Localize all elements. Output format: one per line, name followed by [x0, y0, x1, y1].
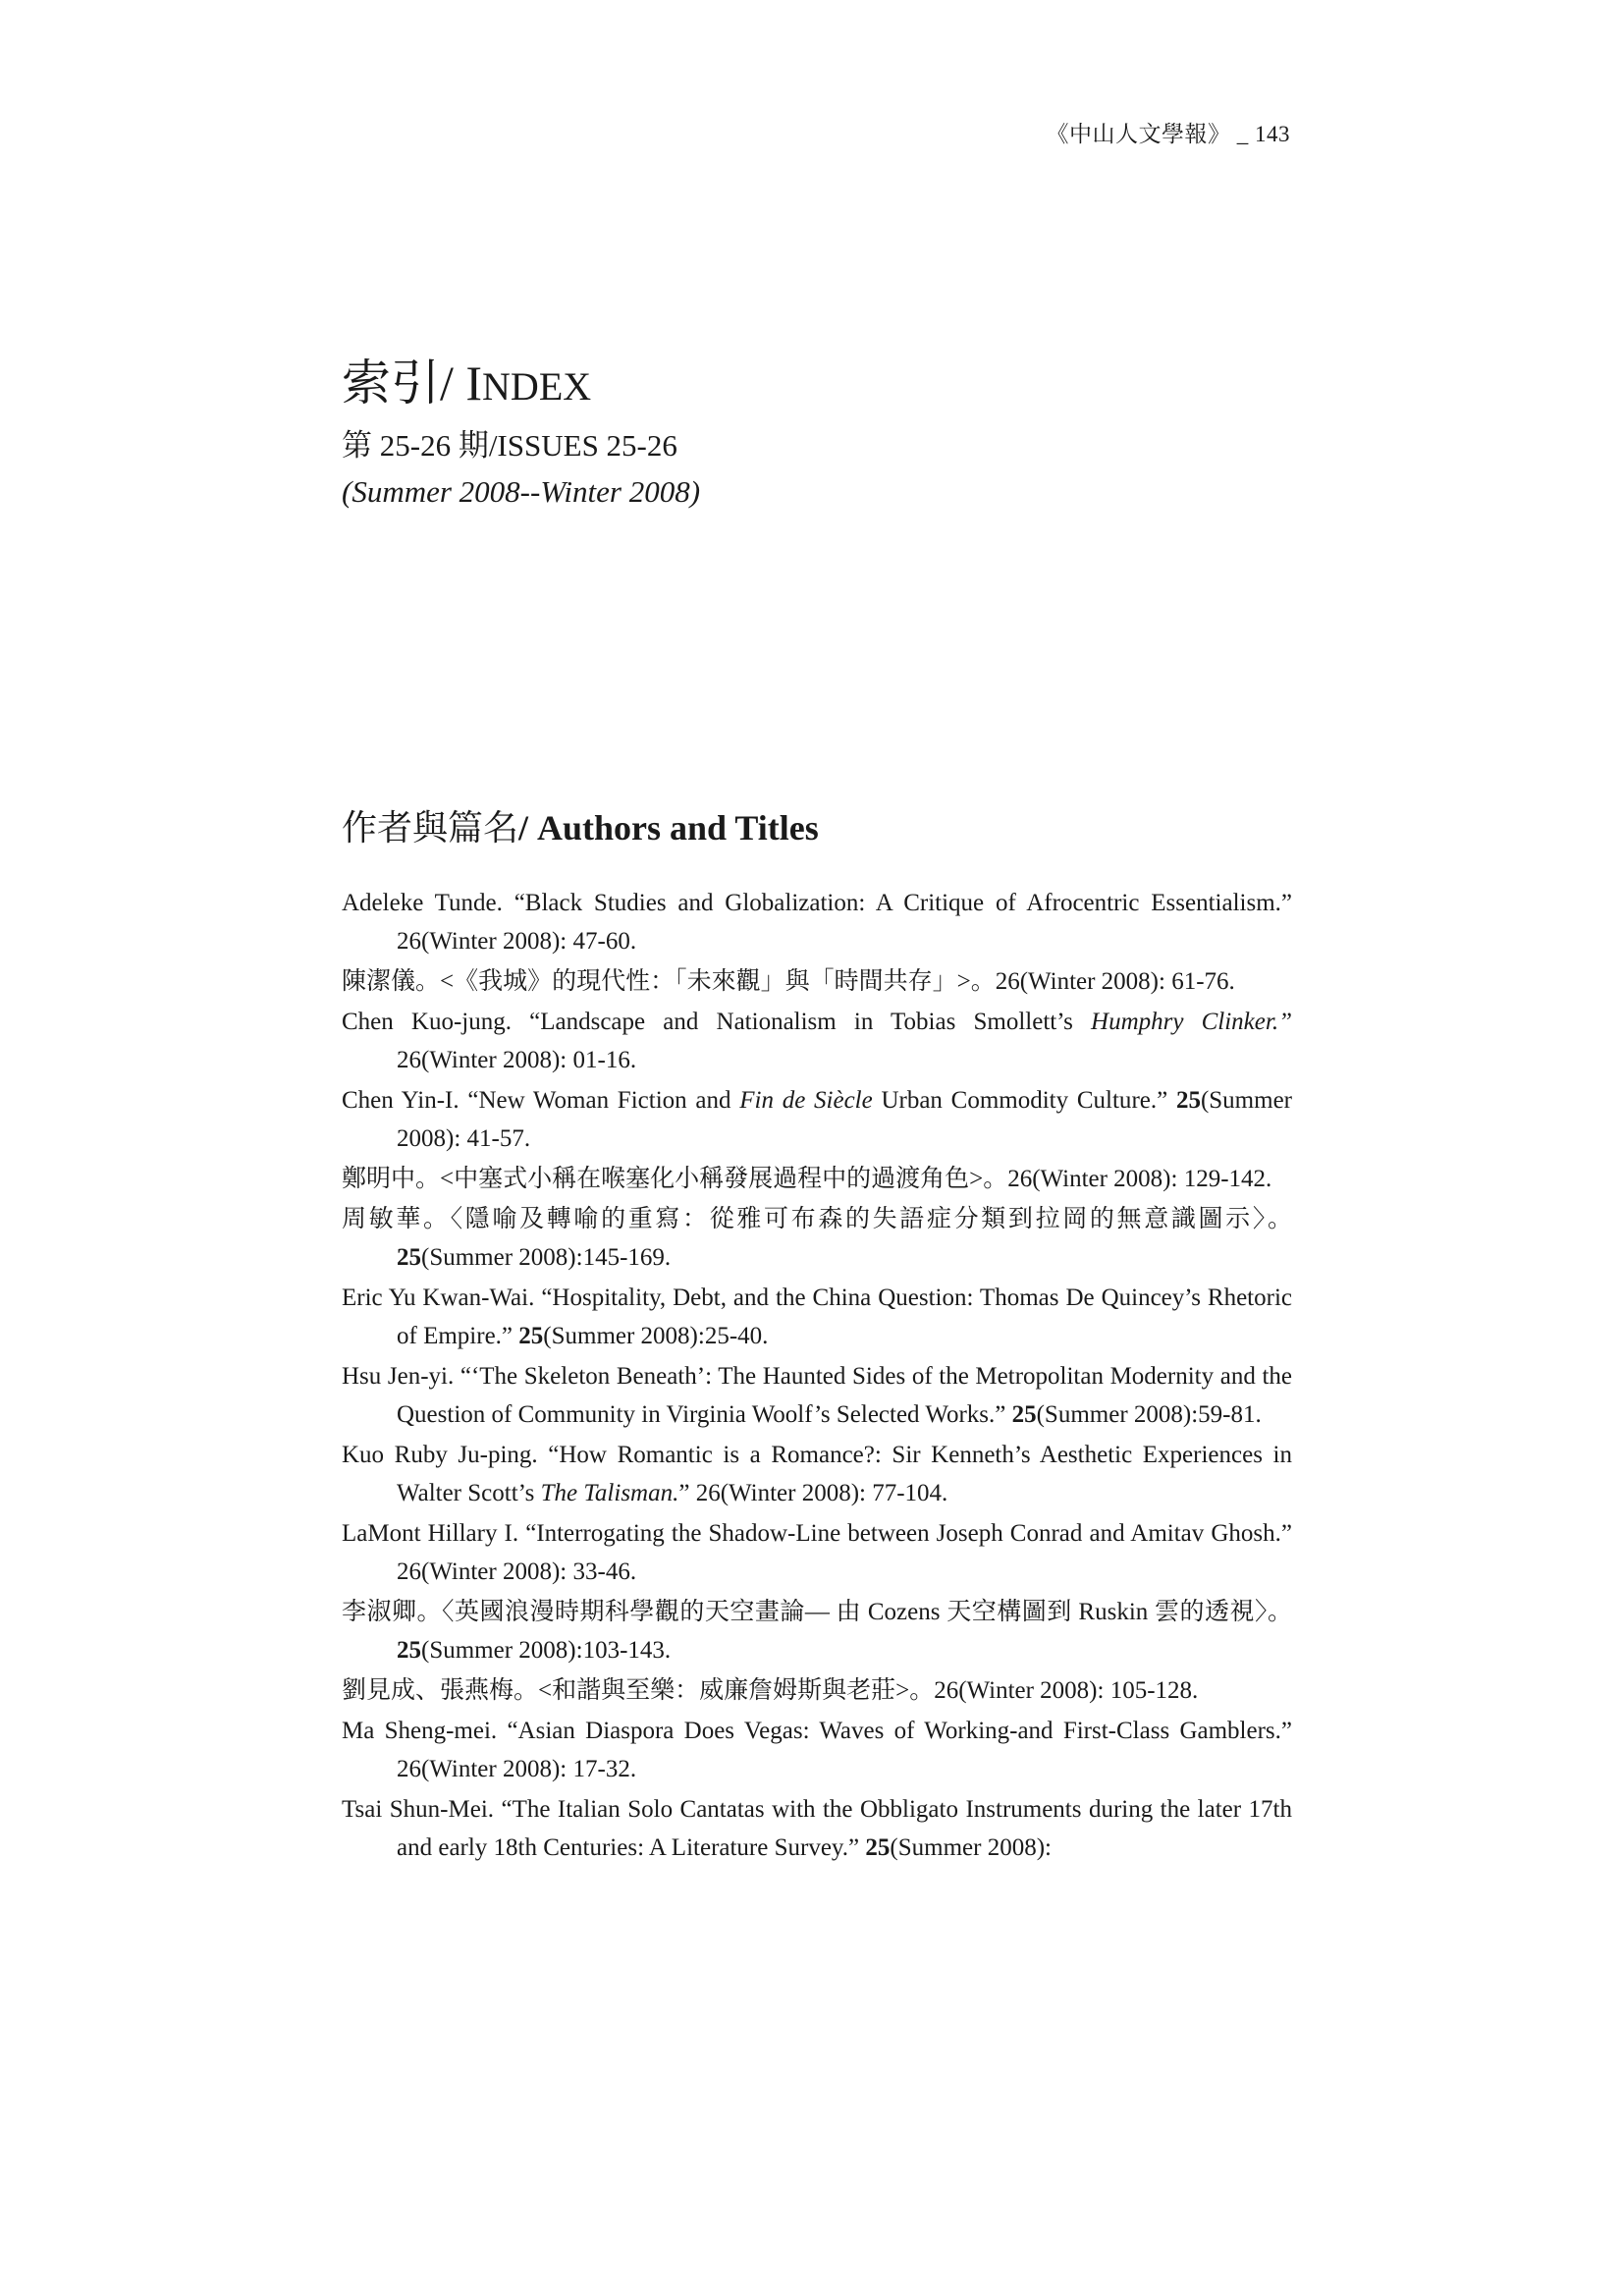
entry-citation: (Summer 2008):59-81.: [1036, 1401, 1262, 1428]
entry-issue-number: 25: [865, 1834, 891, 1861]
entry-text: LaMont Hillary I. “Interrogating the Shadow-Line between Joseph Conrad and Amitav Ghosh.” 26(Winter 2008): 33-46.: [342, 1520, 1292, 1585]
index-entry: [342, 962, 1292, 1001]
entry-text: 陳潔儀。<《我城》的現代性：「未來觀」與「時間共存」>。26(Winter 2008): 61-76.: [342, 968, 1235, 995]
index-title-en-rest: NDEX: [482, 364, 592, 409]
entry-citation: ” 26(Winter 2008): 77-104.: [678, 1480, 948, 1506]
entry-citation: (Summer 2008):145-169.: [421, 1244, 672, 1271]
entry-citation: 26(Winter 2008): 01-16.: [397, 1047, 637, 1073]
entry-text: Hsu Jen-yi. “‘The Skeleton Beneath’: The Haunted Sides of the Metropolitan Modernity and the Question of Community in Virginia Woolf’s Selected Works.”: [342, 1363, 1292, 1428]
index-entry: [342, 884, 1318, 960]
index-entry: [342, 1671, 1292, 1710]
entry-italic-title: The Talisman.: [540, 1480, 679, 1506]
entry-text: 鄭明中。<中塞式小稱在喉塞化小稱發展過程中的過渡角色>。26(Winter 2008): 129-142.: [342, 1166, 1272, 1192]
running-head: [1047, 116, 1291, 148]
index-entry: [342, 1593, 1292, 1669]
entry-issue-number: 25: [397, 1637, 421, 1664]
entry-italic-title: Fin de Siècle: [739, 1087, 873, 1114]
entry-text: Kuo Ruby Ju-ping. “How Romantic is a Romance?: Sir Kenneth’s Aesthetic Experiences in Walter Scott’s: [342, 1442, 1292, 1506]
entry-citation: (Summer 2008):25-40.: [543, 1323, 769, 1349]
entry-citation: (Summer 2008):: [890, 1834, 1052, 1861]
section-heading-en: / Authors and Titles: [518, 808, 819, 847]
index-entry: [342, 1200, 1292, 1277]
entry-text: Eric Yu Kwan-Wai. “Hospitality, Debt, and the China Question: Thomas De Quincey’s Rhetoric of Empire.”: [342, 1285, 1292, 1349]
entry-issue-number: 25: [1175, 1087, 1201, 1114]
index-entry: [342, 1790, 1292, 1867]
entry-text: 劉見成、張燕梅。<和諧與至樂：威廉詹姆斯與老莊>。26(Winter 2008): 105-128.: [342, 1677, 1199, 1704]
index-entry: [342, 1436, 1292, 1512]
index-entry: [342, 1279, 1292, 1355]
entry-issue-number: 25: [1011, 1401, 1037, 1428]
entry-italic-title: Humphry Clinker.”: [1091, 1009, 1292, 1035]
title-block: [342, 349, 700, 514]
entry-text: Ma Sheng-mei. “Asian Diaspora Does Vegas: Waves of Working-and First-Class Gamblers.” 26(Winter 2008): 17-32.: [342, 1718, 1292, 1782]
index-title: [342, 349, 700, 421]
entry-citation: (Summer 2008):103-143.: [421, 1637, 672, 1664]
entry-text: Adeleke Tunde. “Black Studies and Globalization: A Critique of Afrocentric Essentialism.” 26(Winter 2008): 47-60.: [342, 890, 1318, 955]
index-entry: [342, 1160, 1292, 1198]
index-entry: [342, 1357, 1292, 1434]
index-entry: [342, 1003, 1292, 1079]
entry-text: Chen Yin-I. “New Woman Fiction and: [342, 1087, 740, 1114]
entry-text: Chen Kuo-jung. “Landscape and Nationalism in Tobias Smollett’s: [342, 1009, 1092, 1035]
entry-citation: (Summer 2008): 41-57.: [397, 1087, 1292, 1152]
section-heading-cn: 作者與篇名: [342, 808, 519, 847]
period-line: (Summer 2008--Winter 2008): [342, 474, 701, 509]
issues-line: 第 25-26 期/ISSUES 25-26: [342, 428, 677, 463]
section-heading: [342, 800, 819, 850]
index-title-en-prefix: / I: [440, 355, 483, 410]
entry-text-continued: Urban Commodity Culture.”: [872, 1087, 1176, 1114]
entry-text: 李淑卿。〈英國浪漫時期科學觀的天空畫論— 由 Cozens 天空構圖到 Ruskin 雲的透視〉。: [342, 1599, 1292, 1625]
index-title-cn: 索引: [342, 355, 440, 410]
entry-text: Tsai Shun-Mei. “The Italian Solo Cantatas with the Obbligato Instruments during the later 17th and early 18th Centuries: A Literature Survey.”: [342, 1796, 1292, 1861]
entry-issue-number: 25: [397, 1244, 421, 1271]
index-entries: [342, 884, 1318, 1869]
entry-issue-number: 25: [518, 1323, 544, 1349]
header-separator: _: [1236, 122, 1249, 146]
page-number: 143: [1255, 122, 1290, 146]
index-entry: [342, 1712, 1292, 1788]
index-entry: [342, 1514, 1292, 1591]
index-entry: [342, 1081, 1292, 1158]
journal-name: 《中山人文學報》: [1046, 122, 1231, 146]
entry-text: 周敏華。〈隱喻及轉喻的重寫：從雅可布森的失語症分類到拉岡的無意識圖示〉。: [342, 1206, 1292, 1232]
